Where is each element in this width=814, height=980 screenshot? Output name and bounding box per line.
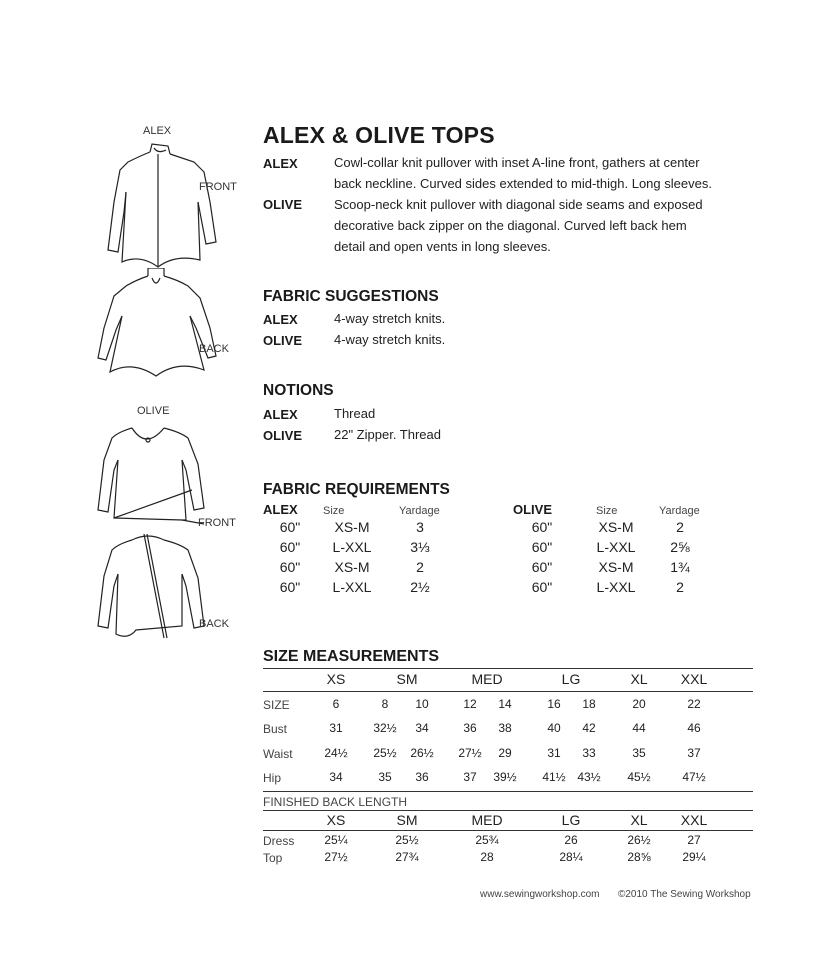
- back-length-cell: 26½: [627, 833, 651, 847]
- measurement-cell: 38: [498, 721, 512, 735]
- measurement-cell: 14: [498, 697, 512, 711]
- fr-olive-cell: 2: [676, 519, 684, 535]
- measurement-cell: 8: [381, 697, 389, 711]
- measurement-cell: 35: [378, 770, 392, 784]
- fr-olive-cell: XS-M: [598, 559, 634, 575]
- size-measurements-heading: SIZE MEASUREMENTS: [263, 648, 440, 665]
- back-length-group-header: MED: [471, 812, 503, 828]
- desc-olive-text: Scoop-neck knit pullover with diagonal side seams and exposed decorative back zipper on the diagonal. Curved left back hem detail and open vents in long sleeves.: [334, 197, 703, 254]
- footer-website: www.sewingworkshop.com: [480, 889, 600, 900]
- measurement-cell: 35: [632, 746, 646, 760]
- alex-illustration-label: ALEX: [143, 125, 172, 137]
- fr-alex-cell: 60": [279, 579, 301, 595]
- measurement-cell: 42: [582, 721, 596, 735]
- fabric-suggestions-heading: FABRIC SUGGESTIONS: [263, 288, 439, 305]
- fr-olive-cell: L-XXL: [596, 579, 636, 595]
- fr-olive-cell: 2⅝: [670, 539, 690, 555]
- back-length-group-header: XXL: [680, 812, 708, 828]
- fr-olive-yardage-header: Yardage: [659, 505, 700, 517]
- measurement-cell: 20: [632, 697, 646, 711]
- fabric-requirements-heading: FABRIC REQUIREMENTS: [263, 481, 450, 498]
- alex-front-illustration: [100, 142, 225, 282]
- measurement-cell: 33: [582, 746, 596, 760]
- back-length-cell: 27¾: [395, 850, 419, 864]
- fr-olive-size-header: Size: [596, 505, 618, 517]
- measurement-cell: 37: [463, 770, 477, 784]
- back-length-row-label: Top: [263, 851, 283, 865]
- measurement-cell: 45½: [627, 770, 651, 784]
- fr-olive-cell: 1¾: [670, 559, 690, 575]
- fr-olive-cell: 2: [676, 579, 684, 595]
- sm-top-rule: [263, 668, 753, 669]
- fs-key-alex: ALEX: [263, 312, 298, 327]
- fr-olive-name: OLIVE: [513, 502, 553, 517]
- bl-header-rule: [263, 830, 753, 831]
- measurement-cell: 31: [547, 746, 561, 760]
- measurement-cell: 43½: [577, 770, 601, 784]
- back-length-group-header: LG: [561, 812, 581, 828]
- page-title: ALEX & OLIVE TOPS: [263, 122, 495, 148]
- bl-top-rule: [263, 791, 753, 792]
- fs-value-olive: 4-way stretch knits.: [334, 332, 446, 347]
- back-length-cell: 25½: [395, 833, 419, 847]
- notions-key-alex: ALEX: [263, 407, 298, 422]
- olive-front-illustration: [92, 420, 232, 530]
- back-length-cell: 28¼: [559, 850, 583, 864]
- back-length-cell: 27: [687, 833, 701, 847]
- measurement-cell: 37: [687, 746, 701, 760]
- fs-value-alex: 4-way stretch knits.: [334, 311, 446, 326]
- measurement-cell: 36: [463, 721, 477, 735]
- measurement-cell: 40: [547, 721, 561, 735]
- fr-alex-cell: 2: [416, 559, 424, 575]
- measurement-cell: 34: [415, 721, 429, 735]
- fr-alex-cell: 3: [416, 519, 424, 535]
- measurement-cell: 25½: [373, 746, 397, 760]
- back-length-cell: 25¾: [475, 833, 499, 847]
- front-label-2: FRONT: [198, 517, 236, 529]
- measurement-cell: 44: [632, 721, 646, 735]
- back-length-group-header: XS: [326, 812, 346, 828]
- back-length-group-header: SM: [396, 812, 418, 828]
- bl-mid-rule: [263, 810, 753, 811]
- back-length-cell: 27½: [324, 850, 348, 864]
- measurement-cell: 18: [582, 697, 596, 711]
- fr-alex-name: ALEX: [263, 502, 298, 517]
- notions-heading: NOTIONS: [263, 382, 334, 399]
- measurement-row-label: Waist: [263, 747, 293, 761]
- fr-alex-cell: 60": [279, 559, 301, 575]
- back-length-cell: 28: [480, 850, 494, 864]
- back-length-heading: FINISHED BACK LENGTH: [263, 795, 408, 809]
- measurement-row-label: Hip: [263, 771, 282, 785]
- measurement-cell: 12: [463, 697, 477, 711]
- fr-alex-size-header: Size: [323, 505, 345, 517]
- notions-key-olive: OLIVE: [263, 428, 303, 443]
- fr-alex-cell: 60": [279, 539, 301, 555]
- measurement-cell: 24½: [324, 746, 348, 760]
- back-label-2: BACK: [199, 618, 229, 630]
- measurement-cell: 29: [498, 746, 512, 760]
- measurement-cell: 16: [547, 697, 561, 711]
- measurement-cell: 47½: [682, 770, 706, 784]
- desc-alex-text: Cowl-collar knit pullover with inset A-line front, gathers at center back neckline. Curved sides extended to mid-thigh. Long sleeves.: [334, 155, 712, 191]
- size-group-header: XXL: [680, 671, 708, 687]
- measurement-cell: 39½: [493, 770, 517, 784]
- size-group-header: XS: [326, 671, 346, 687]
- front-label: FRONT: [199, 181, 237, 193]
- fr-alex-yardage-header: Yardage: [399, 505, 440, 517]
- size-group-header: LG: [561, 671, 581, 687]
- sm-header-rule: [263, 691, 753, 692]
- footer-copyright: ©2010 The Sewing Workshop: [618, 889, 751, 900]
- measurement-cell: 22: [687, 697, 701, 711]
- fr-alex-cell: 60": [279, 519, 301, 535]
- measurement-cell: 32½: [373, 721, 397, 735]
- measurement-row-label: Bust: [263, 722, 288, 736]
- notions-value-alex: Thread: [334, 406, 376, 421]
- fr-olive-cell: XS-M: [598, 519, 634, 535]
- measurement-cell: 31: [329, 721, 343, 735]
- size-group-header: SM: [396, 671, 418, 687]
- back-length-cell: 26: [564, 833, 578, 847]
- notions-value-olive: 22" Zipper. Thread: [334, 427, 441, 442]
- desc-key-olive: OLIVE: [263, 197, 303, 212]
- olive-illustration-label: OLIVE: [137, 405, 170, 417]
- fr-alex-cell: XS-M: [334, 559, 370, 575]
- back-length-row-label: Dress: [263, 834, 295, 848]
- fr-olive-cell: L-XXL: [596, 539, 636, 555]
- fr-olive-cell: 60": [531, 579, 553, 595]
- measurement-cell: 46: [687, 721, 701, 735]
- back-length-group-header: XL: [630, 812, 648, 828]
- measurement-cell: 34: [329, 770, 343, 784]
- back-length-cell: 28⅝: [627, 850, 651, 864]
- fr-alex-cell: 3⅓: [410, 539, 430, 555]
- fr-alex-cell: L-XXL: [332, 579, 372, 595]
- back-length-cell: 29¼: [682, 850, 706, 864]
- back-label: BACK: [199, 343, 229, 355]
- fr-olive-cell: 60": [531, 519, 553, 535]
- desc-key-alex: ALEX: [263, 156, 298, 171]
- measurement-cell: 27½: [458, 746, 482, 760]
- measurement-row-label: SIZE: [263, 698, 290, 712]
- fr-olive-cell: 60": [531, 559, 553, 575]
- alex-back-illustration: [92, 268, 222, 380]
- fr-alex-cell: 2½: [410, 579, 430, 595]
- fr-olive-cell: 60": [531, 539, 553, 555]
- measurement-cell: 26½: [410, 746, 434, 760]
- measurement-cell: 6: [332, 697, 340, 711]
- fr-alex-cell: XS-M: [334, 519, 370, 535]
- fs-key-olive: OLIVE: [263, 333, 303, 348]
- measurement-cell: 10: [415, 697, 429, 711]
- size-group-header: MED: [471, 671, 503, 687]
- size-group-header: XL: [630, 671, 648, 687]
- fr-alex-cell: L-XXL: [332, 539, 372, 555]
- back-length-cell: 25¼: [324, 833, 348, 847]
- measurement-cell: 36: [415, 770, 429, 784]
- measurement-cell: 41½: [542, 770, 566, 784]
